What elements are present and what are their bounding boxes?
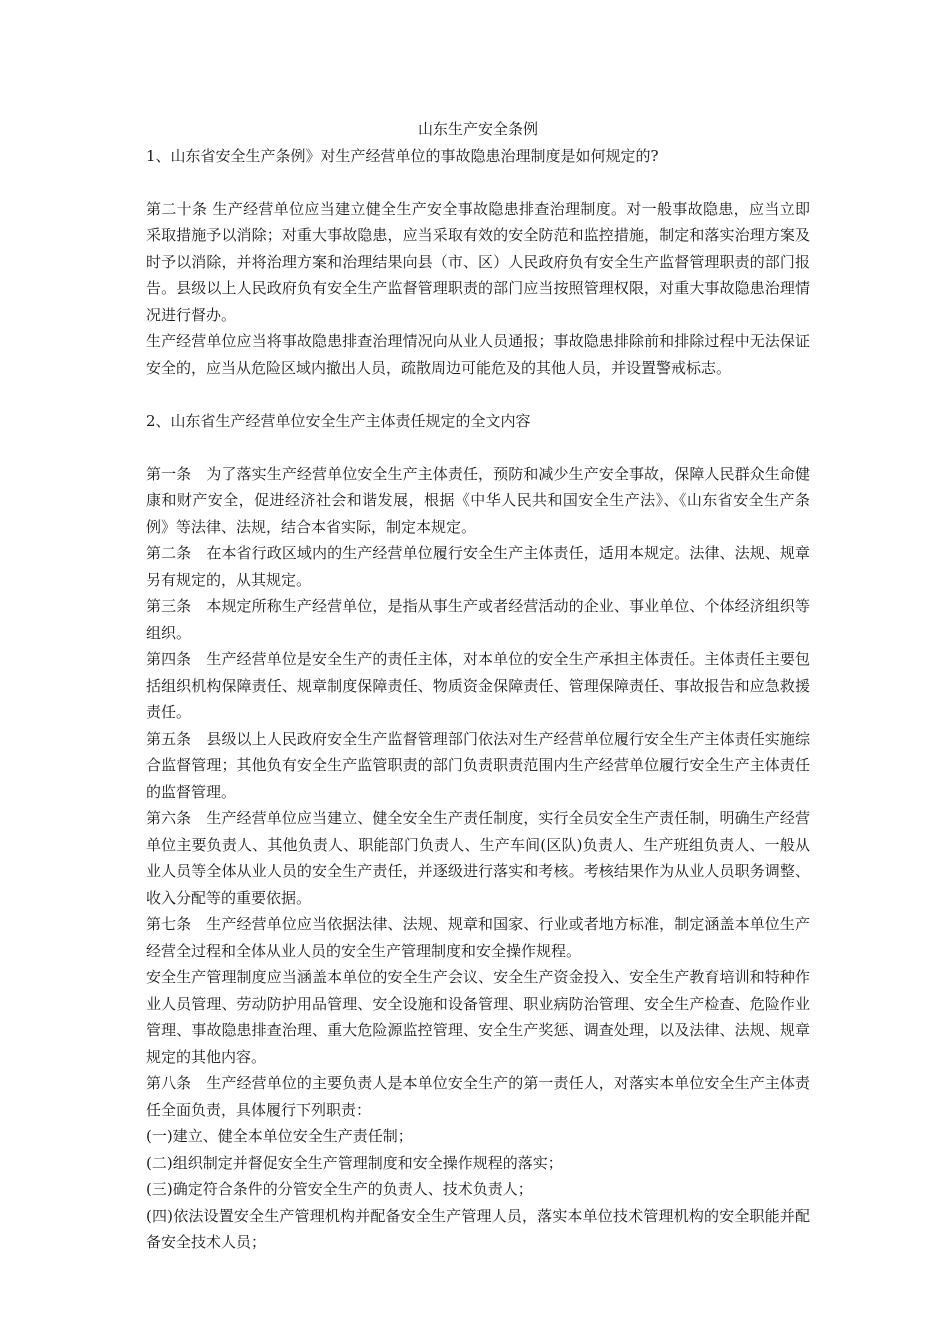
question-1: 1、山东省安全生产条例》对生产经营单位的事故隐患治理制度是如何规定的? [146,146,659,165]
question-2: 2、山东省生产经营单位安全生产主体责任规定的全文内容 [146,411,531,430]
list-item-1: (一)建立、健全本单位安全生产责任制； [146,1127,413,1145]
article-20: 第二十条 生产经营单位应当建立健全生产安全事故隐患排查治理制度。对一般事故隐患，应当立即采取措施予以消除；对重大事故隐患，应当采取有效的安全防范和监控措施，制定和落实治理方案及时予以消除，并将治理方案和治理结果向县（市、区）人民政府负有安全生产监督管理职责的部门报告。县级以上人民政府负有安全生产监督管理职责的部门应当按照管理权限，对重大事故隐患治理情况进行督办。 [146,199,810,324]
article-4: 第四条 生产经营单位是安全生产的责任主体，对本单位的安全生产承担主体责任。主体责任主要包括组织机构保障责任、规章制度保障责任、物质资金保障责任、管理保障责任、事故报告和应急救援责任。 [146,650,810,721]
blank-line [146,169,810,196]
list-item-3: (三)确定符合条件的分管安全生产的负责人、技术负责人； [146,1180,533,1198]
article-7: 第七条 生产经营单位应当依据法律、法规、规章和国家、行业或者地方标准，制定涵盖本单位生产经营全过程和全体从业人员的安全生产管理制度和安全操作规程。 [146,915,810,960]
list-item-2: (二)组织制定并督促安全生产管理制度和安全操作规程的落实； [146,1153,563,1172]
article-6: 第六条 生产经营单位应当建立、健全安全生产责任制度，实行全员安全生产责任制，明确生产经营单位主要负责人、其他负责人、职能部门负责人、生产车间(区队)负责人、生产班组负责人、一般从业人员等全体从业人员的安全生产责任，并逐级进行落实和考核。考核结果作为从业人员职务调整、收入分配等的重要依据。 [146,809,810,907]
article-20-paragraph-2: 生产经营单位应当将事故隐患排查治理情况向从业人员通报；事故隐患排除前和排除过程中无法保证安全的，应当从危险区域内撤出人员，疏散周边可能危及的其他人员，并设置警戒标志。 [146,332,810,377]
document-page [146,116,810,1256]
document-title: 山东生产安全条例 [417,120,538,138]
article-7-paragraph-2: 安全生产管理制度应当涵盖本单位的安全生产会议、安全生产资金投入、安全生产教育培训和特种作业人员管理、劳动防护用品管理、安全设施和设备管理、职业病防治管理、安全生产检查、危险作业管理、事故隐患排查治理、重大危险源监控管理、安全生产奖惩、调查处理，以及法律、法规、规章规定的其他内容。 [146,968,810,1066]
article-5: 第五条 县级以上人民政府安全生产监督管理部门依法对生产经营单位履行安全生产主体责任实施综合监督管理；其他负有安全生产监管职责的部门负责职责范围内生产经营单位履行安全生产主体责任的监督管理。 [146,729,810,801]
list-item-4: (四)依法设置安全生产管理机构并配备安全生产管理人员，落实本单位技术管理机构的安全职能并配备安全技术人员； [146,1206,810,1251]
article-3: 第三条 本规定所称生产经营单位，是指从事生产或者经营活动的企业、事业单位、个体经济组织等组织。 [146,597,810,642]
article-2: 第二条 在本省行政区域内的生产经营单位履行安全生产主体责任，适用本规定。法律、法规、规章另有规定的，从其规定。 [146,544,810,589]
blank-line [146,434,810,461]
article-8: 第八条 生产经营单位的主要负责人是本单位安全生产的第一责任人，对落实本单位安全生产主体责任全面负责，具体履行下列职责： [146,1074,810,1119]
blank-line [146,381,810,408]
article-1: 第一条 为了落实生产经营单位安全生产主体责任，预防和减少生产安全事故，保障人民群众生命健康和财产安全，促进经济社会和谐发展，根据《中华人民共和国安全生产法》、《山东省安全生产条例》等法律、法规，结合本省实际，制定本规定。 [146,464,810,536]
